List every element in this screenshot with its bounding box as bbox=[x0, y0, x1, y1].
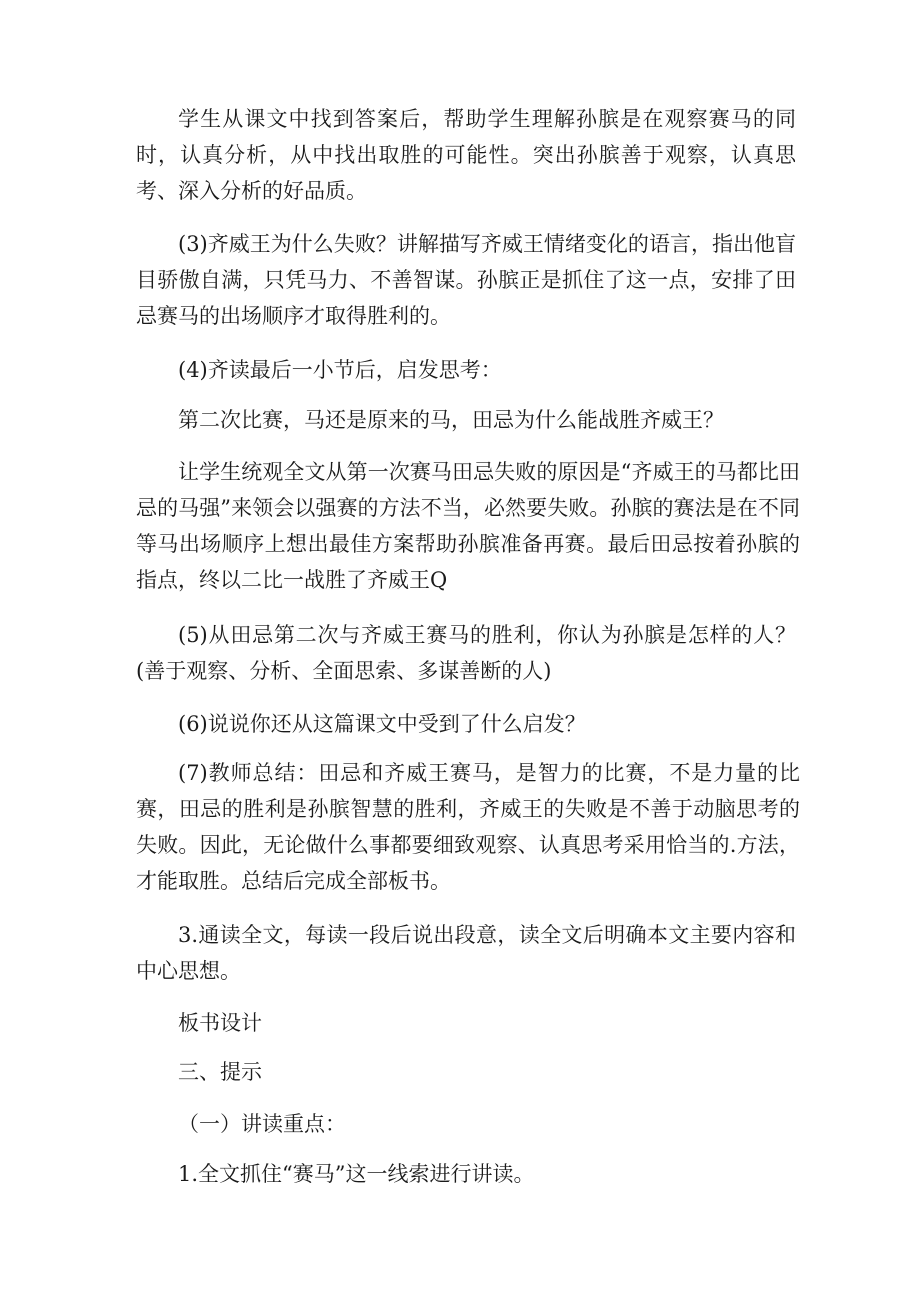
paragraph-6: (5)从田忌第二次与齐威王赛马的胜利，你认为孙膑是怎样的人？(善于观察、分析、全面思索、多谋善断的人) bbox=[136, 623, 796, 683]
paragraph-5: 让学生统观全文从第一次赛马田忌失败的原因是“齐威王的马都比田忌的马强”来领会以强赛的方法不当，必然要失败。孙膑的赛法是在不同等马出场顺序上想出最佳方案帮助孙膑准备再赛。最后田忌按着孙膑的指点，终以二比一战胜了齐威王Q bbox=[136, 460, 800, 592]
paragraph-13: 1.全文抓住“赛马”这一线索进行讲读。 bbox=[178, 1162, 535, 1186]
paragraph-11: 三、提示 bbox=[178, 1060, 262, 1084]
paragraph-7: (6)说说你还从这篇课文中受到了什么启发？ bbox=[178, 712, 586, 736]
paragraph-1: 学生从课文中找到答案后，帮助学生理解孙膑是在观察赛马的同时，认真分析，从中找出取胜的可能性。突出孙膑善于观察，认真思考、深入分析的好品质。 bbox=[136, 107, 796, 203]
paragraph-10: 板书设计 bbox=[178, 1011, 262, 1035]
paragraph-3: (4)齐读最后一小节后，启发思考： bbox=[178, 358, 502, 382]
paragraph-9: 3.通读全文，每读一段后说出段意，读全文后明确本文主要内容和中心思想。 bbox=[136, 923, 796, 983]
paragraph-12: （一）讲读重点： bbox=[178, 1112, 346, 1136]
paragraph-2: (3)齐威王为什么失败？讲解描写齐威王情绪变化的语言，指出他盲目骄傲自满，只凭马力、不善智谋。孙膑正是抓住了这一点，安排了田忌赛马的出场顺序才取得胜利的。 bbox=[136, 232, 796, 328]
paragraph-8: (7)教师总结：田忌和齐威王赛马，是智力的比赛，不是力量的比赛，田忌的胜利是孙膑智慧的胜利，齐威王的失败是不善于动脑思考的失败。因此，无论做什么事都要细致观察、认真思考采用恰当的.方法，才能取胜。总结后完成全部板书。 bbox=[136, 761, 800, 893]
paragraph-4: 第二次比赛，马还是原来的马，田忌为什么能战胜齐威王？ bbox=[178, 408, 724, 432]
